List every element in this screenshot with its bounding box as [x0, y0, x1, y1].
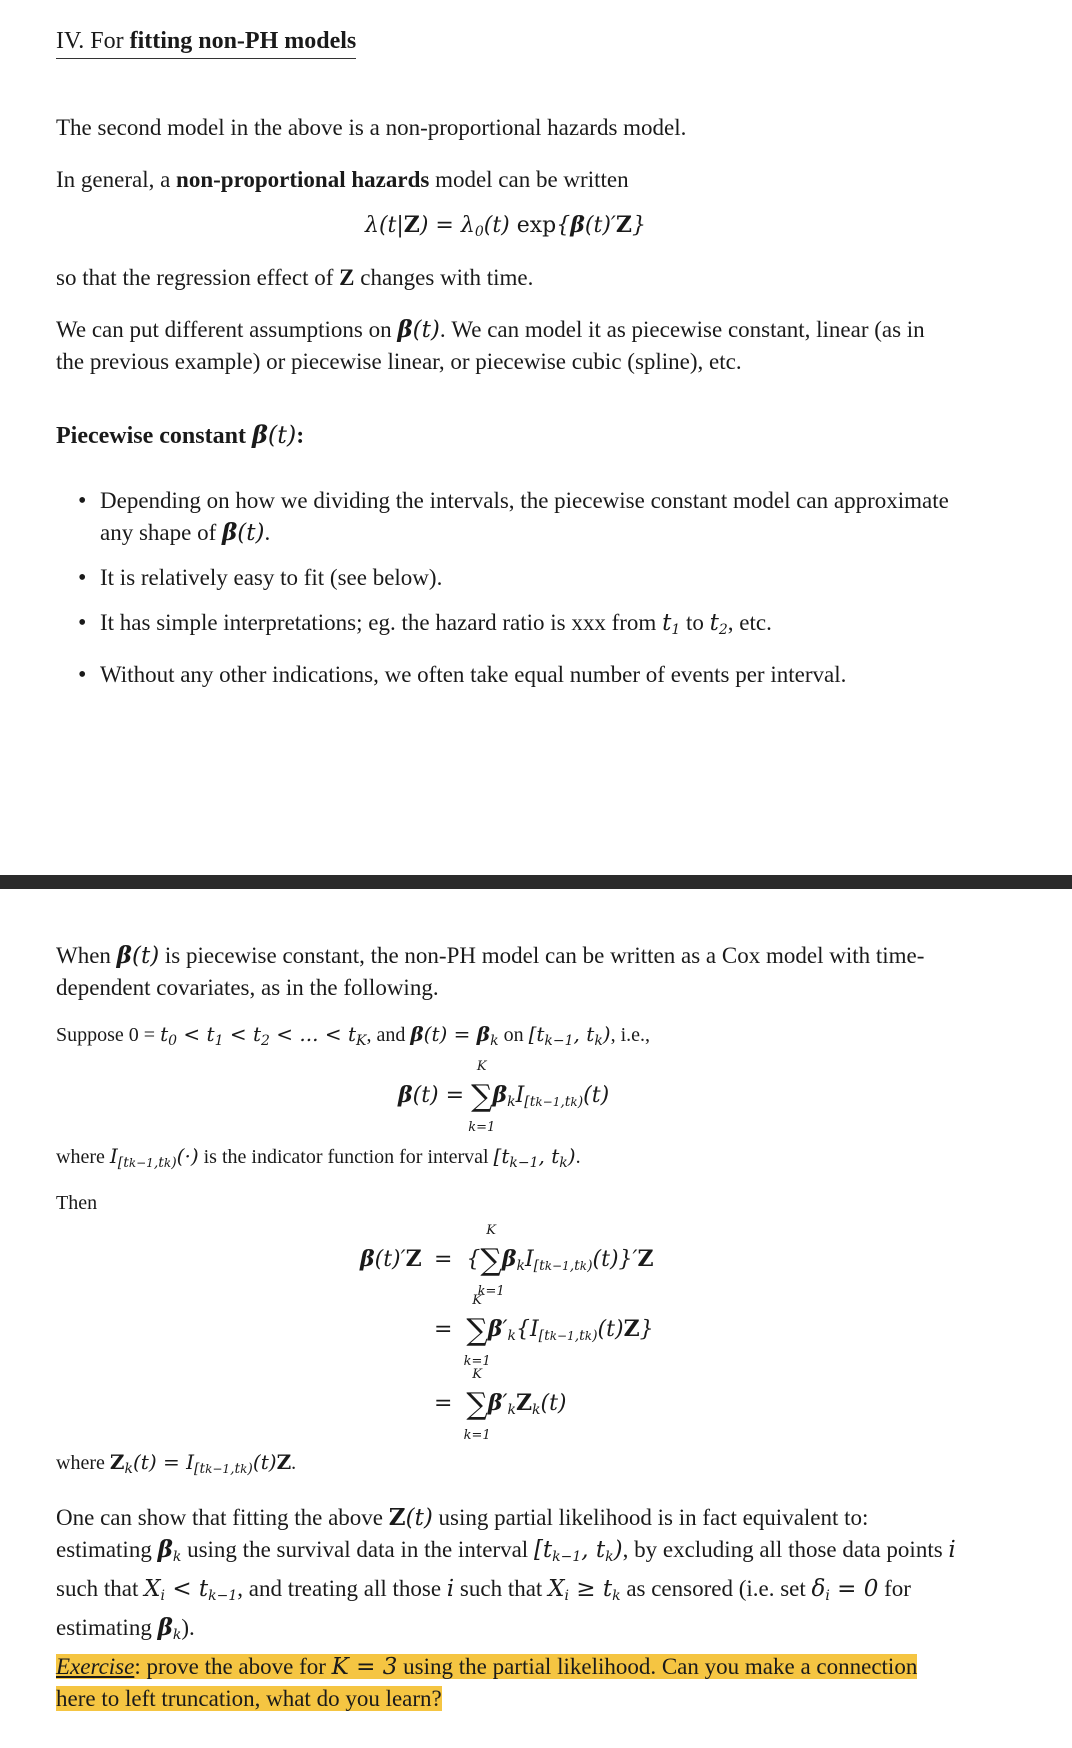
equation-nonph-model: $\lambda(t|Z) = \lambda_0(t)$ exp{β(t)′Z} [365, 212, 646, 240]
paragraph-general: In general, a non-proportional hazards model can be written [56, 167, 629, 192]
paragraph-zk-definition: where $Z_k(t) = I_{[tk-1,tk)}(t)Z$. [56, 1450, 297, 1477]
exercise-block [56, 1651, 956, 1715]
page-divider [0, 875, 1072, 889]
bullet-list [60, 485, 970, 704]
paragraph-regression-effect: so that the regression effect of Z changes with time. [56, 265, 534, 290]
bullet-item-interpretations: • It has simple interpretations; eg. the hazard ratio is xxx from $t_1$ to $t_2$, etc. [60, 607, 970, 646]
paragraph-intro: The second model in the above is a non-proportional hazards model. [56, 115, 687, 140]
paragraph-suppose: Suppose $0 = t_0 < t_1 < t_2$ < ... < $t_K$, and $\beta(t) = \beta_k$ on [$t_{k-1}$, $t_k$), i.e., [56, 1022, 651, 1049]
equation-line-1: β(t)′Z [360, 1246, 422, 1272]
paragraph-indicator: where $I_{[tk-1,tk)}(\cdot)$ is the indicator function for interval [$t_{k-1}$, $t_k$). [56, 1144, 581, 1171]
paragraph-assumptions: We can put different assumptions on β(t). We can model it as piecewise constant, linear (as in the previous example) or piecewise linear, or piecewise cubic (spline), etc. [56, 316, 925, 374]
exercise-label: Exercise [56, 1654, 135, 1679]
label-then: Then [56, 1192, 98, 1214]
equation-beta-sum: β(t) = ∑ K k=1 $\beta_kI_{[tk-1,tk)}(t)$ [398, 1059, 610, 1135]
equation-line-1-rhs: = {∑ K k=1 $\beta_kI_{[tk-1,tk)}(t)\}'Z$ [434, 1223, 654, 1299]
equation-line-3: = ∑ K k=1 $\beta'_kZ_k(t)$ [434, 1367, 567, 1443]
bullet-item-equal-events: • Without any other indications, we often take equal number of events per interval. [60, 659, 970, 691]
bullet-item-easy-fit: • It is relatively easy to fit (see below). [60, 562, 970, 594]
exercise-highlight: Exercise: prove the above for K = 3 using the partial likelihood. Can you make a connection here to left truncation, what do you learn? [56, 1654, 918, 1711]
paragraph-cox-connection: When β(t) is piecewise constant, the non-PH model can be written as a Cox model with time-dependent covariates, as in the following. [56, 942, 925, 1000]
equation-line-2: = ∑ K k=1 $\beta'_k\{I_{[tk-1,tk)}(t)Z\}$ [434, 1293, 654, 1369]
section-heading: IV. For fitting non-PH models [56, 28, 356, 59]
bullet-item-approximate: • Depending on how we dividing the intervals, the piecewise constant model can approximate any shape of β(t). [60, 485, 970, 549]
section-title-bold: fitting non-PH models [129, 28, 357, 54]
paragraph-equivalence: One can show that fitting the above Z(t) using partial likelihood is in fact equivalent to: estimating $\beta_k$ using the survival data in the interval [$t_{k-1}$, $t_k$), by excluding all those data points i such that $X_i < t_{k-1}$, and treating all those i such that $X_i \ge t_k$ as censored (i.e. set $\delta_i = 0$ for estimating $\beta_k$). [56, 1504, 956, 1643]
subheading-piecewise-constant: Piecewise constant β(t): [56, 420, 305, 449]
